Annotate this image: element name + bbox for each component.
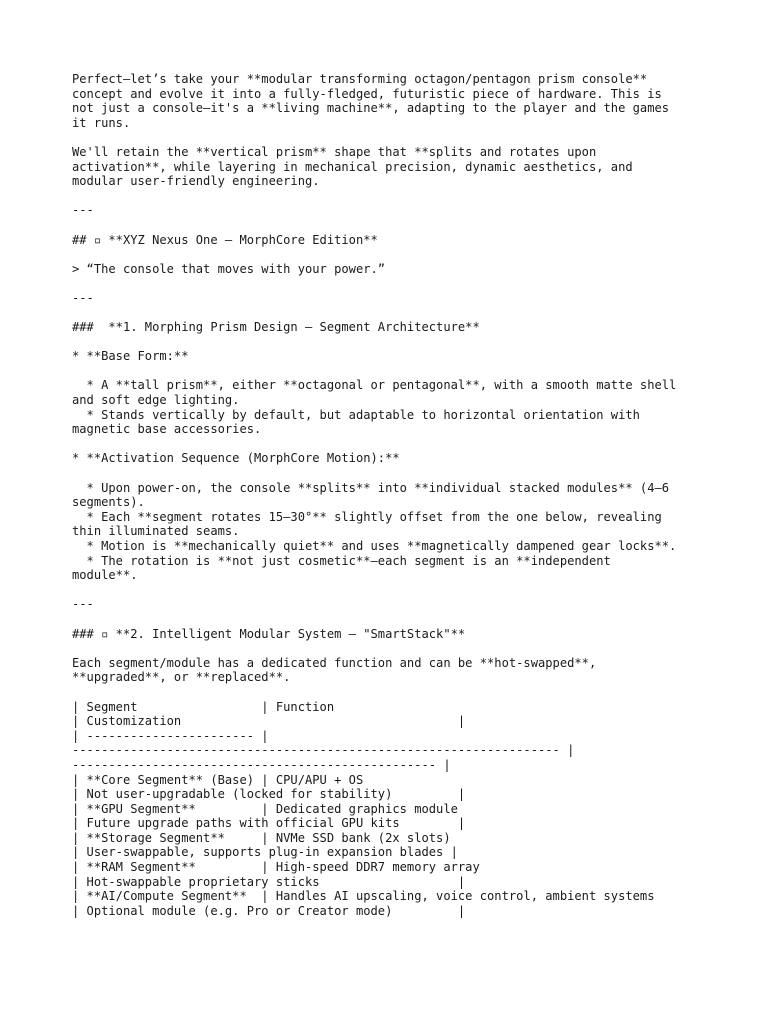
text-line: * Motion is **mechanically quiet** and uses **magnetically dampened gear locks**. — [72, 539, 677, 553]
text-line: module**. — [72, 568, 138, 583]
text-line: | **AI/Compute Segment** | Handles AI upscaling, voice control, ambient systems — [72, 889, 655, 904]
text-line: | Hot-swappable proprietary sticks | — [72, 874, 466, 889]
text-line: --- — [72, 597, 94, 612]
text-line: * A **tall prism**, either **octagonal or pentagonal**, with a smooth matte shell — [72, 378, 677, 393]
text-line: ### **1. Morphing Prism Design – Segment Architecture** — [72, 320, 480, 335]
text-line — [72, 685, 712, 700]
text-line — [72, 583, 712, 598]
text-line: | Segment | Function — [72, 699, 335, 714]
text-line: Perfect—let’s take your **modular transforming octagon/pentagon prism console** — [72, 72, 648, 86]
text-line: and soft edge lighting. — [72, 393, 240, 408]
text-line: -------------------------------------------------- | — [72, 757, 451, 772]
text-line — [72, 130, 712, 145]
text-line: ------------------------------------------------------------------- | — [72, 743, 575, 758]
text-line: modular user-friendly engineering. — [72, 174, 320, 189]
text-line: * **Activation Sequence (MorphCore Motion):** — [72, 451, 400, 466]
text-line — [72, 364, 712, 379]
text-line — [72, 218, 712, 233]
text-line — [72, 247, 712, 262]
text-line: * Upon power-on, the console **splits** into **individual stacked modules** (4–6 — [72, 480, 670, 495]
text-line: **upgraded**, or **replaced**. — [72, 670, 291, 685]
text-line — [72, 466, 712, 481]
text-line: * **Base Form:** — [72, 349, 189, 364]
document-page — [72, 72, 712, 918]
text-line: | **GPU Segment** | Dedicated graphics module — [72, 801, 458, 816]
text-line: --- — [72, 203, 94, 218]
text-line — [72, 437, 712, 452]
text-line: | Optional module (e.g. Pro or Creator mode) | — [72, 903, 466, 918]
text-line: | Customization | — [72, 714, 466, 729]
text-line: activation**, while layering in mechanical precision, dynamic aesthetics, and — [72, 159, 633, 174]
text-line — [72, 612, 712, 627]
text-line: Each segment/module has a dedicated function and can be **hot-swapped**, — [72, 655, 597, 670]
text-line: --- — [72, 290, 94, 305]
text-line: magnetic base accessories. — [72, 422, 262, 437]
text-line: | **Storage Segment** | NVMe SSD bank (2x slots) — [72, 830, 451, 845]
text-line: * The rotation is **not just cosmetic**—each segment is an **independent — [72, 553, 611, 568]
text-line — [72, 641, 712, 656]
text-line: > “The console that moves with your power.” — [72, 261, 386, 276]
text-line: | Not user-upgradable (locked for stability) | — [72, 787, 466, 802]
text-line: concept and evolve it into a fully-fledged, futuristic piece of hardware. This is — [72, 86, 662, 101]
text-line: ## ▫ **XYZ Nexus One – MorphCore Edition** — [72, 232, 378, 247]
text-line: | **RAM Segment** | High-speed DDR7 memory array — [72, 860, 480, 875]
text-line: thin illuminated seams. — [72, 524, 240, 539]
text-line: segments). — [72, 495, 145, 510]
text-line: | Future upgrade paths with official GPU kits | — [72, 816, 466, 831]
text-line: ### ▫ **2. Intelligent Modular System – "SmartStack"** — [72, 626, 466, 641]
text-line: | User-swappable, supports plug-in expansion blades | — [72, 845, 458, 860]
text-line: * Stands vertically by default, but adaptable to horizontal orientation with — [72, 407, 640, 422]
text-line — [72, 276, 712, 291]
text-line — [72, 189, 712, 204]
text-line — [72, 335, 712, 350]
text-line: We'll retain the **vertical prism** shape that **splits and rotates upon — [72, 144, 597, 159]
text-line: | ----------------------- | — [72, 728, 269, 743]
text-line — [72, 306, 712, 321]
text-line: not just a console—it's a **living machine**, adapting to the player and the games — [72, 101, 670, 116]
text-line: it runs. — [72, 115, 131, 130]
text-line: | **Core Segment** (Base) | CPU/APU + OS — [72, 772, 364, 787]
text-line: * Each **segment rotates 15–30°** slightly offset from the one below, revealing — [72, 509, 662, 524]
